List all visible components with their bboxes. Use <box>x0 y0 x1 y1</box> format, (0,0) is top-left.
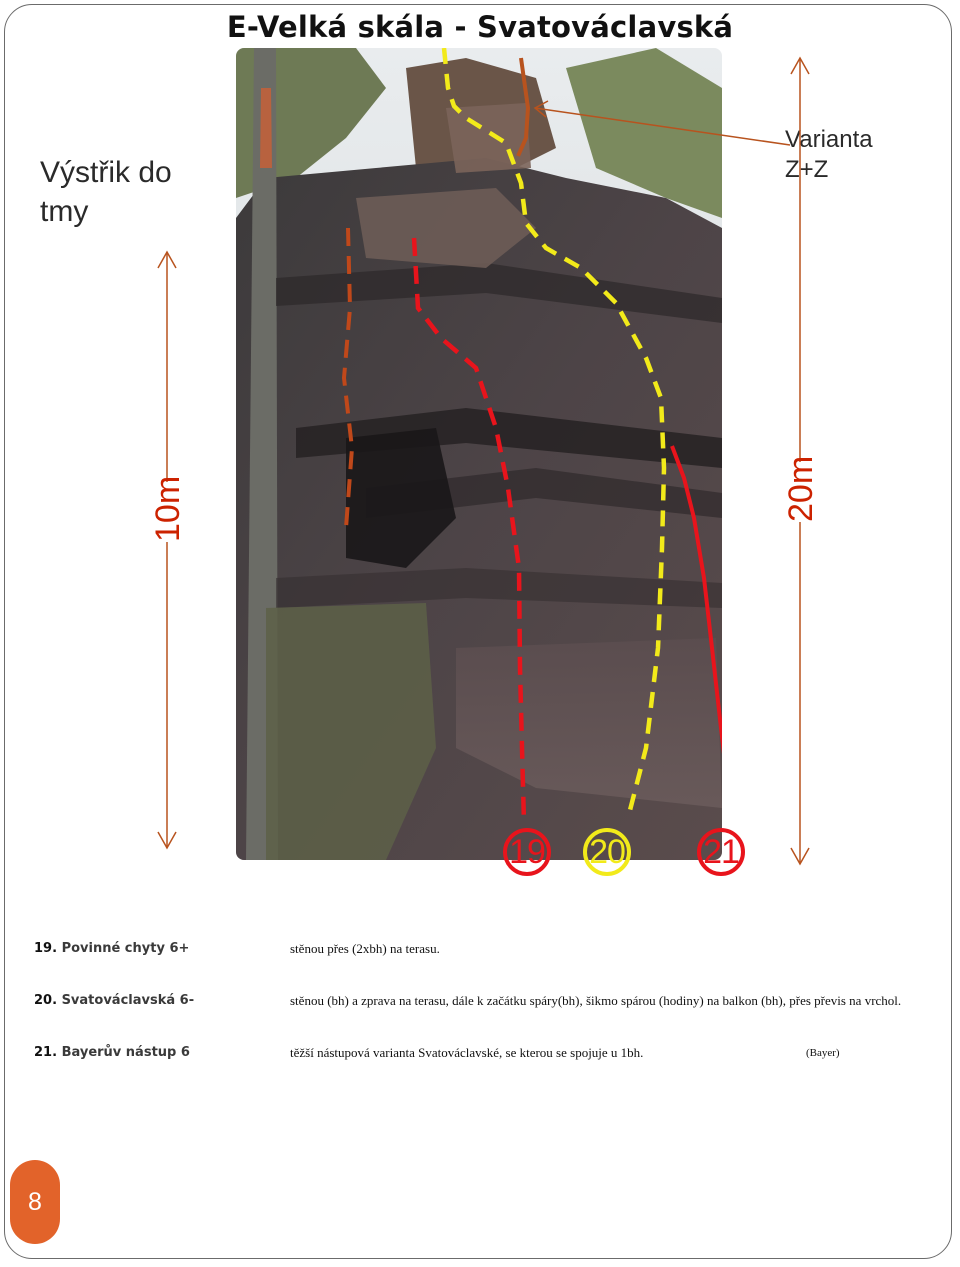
route-name-20 <box>34 993 194 1008</box>
route-number: 21. <box>34 1045 58 1060</box>
route-number: 19. <box>34 941 58 956</box>
page-number: 8 <box>10 1160 60 1244</box>
route-author: (Bayer) <box>806 1047 840 1059</box>
route-description: stěnou přes (2xbh) na terasu. <box>290 941 440 956</box>
route-badge-20: 20 <box>583 828 631 876</box>
page-title: E-Velká skála - Svatováclavská <box>226 10 734 44</box>
route-description: stěnou (bh) a zprava na terasu, dále k začátku spáry(bh), šikmo spárou (hodiny) na balkon (bh), přes převis na vrchol. <box>290 993 902 1008</box>
route-title: Povinné chyty 6+ <box>61 941 190 956</box>
right-height-label: 20m <box>782 455 820 522</box>
route-badge-21: 21 <box>697 828 745 876</box>
right-route-note: Varianta Z+Z <box>785 126 873 183</box>
route-name-19 <box>34 941 189 956</box>
route-description: těžší nástupová varianta Svatováclavské, se kterou se spojuje u 1bh. <box>290 1045 644 1060</box>
left-route-note: Výstřik do tmy <box>40 156 172 228</box>
route-name-21 <box>34 1045 190 1060</box>
route-badge-19: 19 <box>503 828 551 876</box>
left-height-label: 10m <box>149 475 187 542</box>
route-number: 20. <box>34 993 58 1008</box>
route-title: Svatováclavská 6- <box>61 993 195 1008</box>
route-title: Bayerův nástup 6 <box>61 1045 190 1060</box>
